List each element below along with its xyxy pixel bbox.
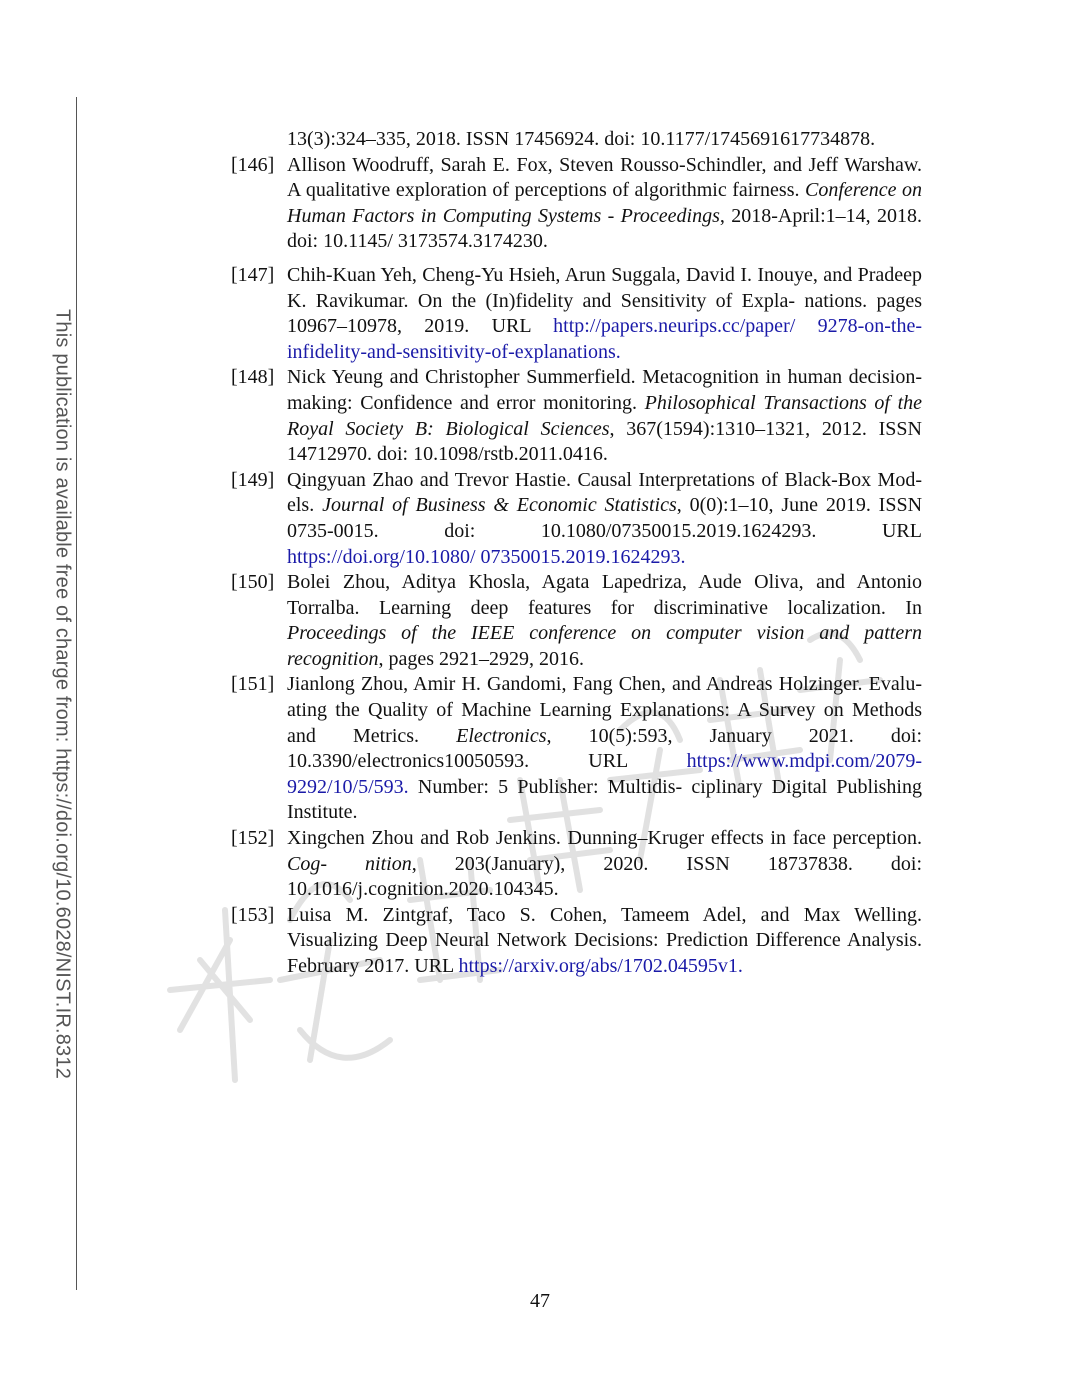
reference-text: Bolei Zhou, Aditya Khosla, Agata Lapedriza, Aude Oliva, and Antonio Torralba. Learning deep features for discriminative localization. In Proceedings of the IEEE conference on computer vision and pattern recognition, pages 2921–2929, 2016.	[287, 571, 922, 670]
reference-link[interactable]: https://arxiv.org/abs/1702.04595v1.	[458, 955, 743, 977]
venue-title: Proceedings of the IEEE conference on computer vision and pattern recognition	[287, 622, 922, 670]
reference-text: Xingchen Zhou and Rob Jenkins. Dunning–Kruger effects in face perception. Cog- nition, 203(January), 2020. ISSN 18737838. doi: 10.1016/j.cognition.2020.104345.	[287, 827, 923, 901]
reference-number: [151]	[231, 673, 275, 696]
reference-text: Chih-Kuan Yeh, Cheng-Yu Hsieh, Arun Suggala, David I. Inouye, and Pradeep K. Ravikumar. On the (In)fidelity and Sensitivity of Expla- nations. pages 10967–10978, 2019. URL http://papers.neurips.cc/paper/ 9278-on-the-infidelity-and-sensitivity-of-explanations.	[287, 263, 922, 363]
reference-continuation: 13(3):324–335, 2018. ISSN 17456924. doi: 10.1177/1745691617734878.	[287, 128, 876, 150]
venue-title: Cog- nition	[287, 852, 412, 875]
reference-item	[231, 153, 922, 255]
reference-text: Qingyuan Zhao and Trevor Hastie. Causal Interpretations of Black-Box Mod- els. Journal of Business & Economic Statistics, 0(0):1–10, June 2019. ISSN 0735-0015. doi: 10.1080/07350015.2019.1624293. URL https://doi.org/10.1080/ 07350015.2019.1624293.	[287, 468, 923, 568]
reference-list	[231, 127, 922, 980]
reference-item	[231, 826, 922, 903]
reference-item	[231, 468, 922, 570]
reference-number: [152]	[231, 827, 275, 850]
reference-link[interactable]: http://papers.neurips.cc/paper/ 9278-on-the-infidelity-and-sensitivity-of-explanations.	[287, 315, 922, 363]
reference-number: [150]	[231, 571, 275, 594]
reference-number: [146]	[231, 153, 275, 176]
reference-number: [148]	[231, 366, 275, 389]
reference-item	[231, 903, 922, 980]
page-number: 47	[530, 1290, 550, 1312]
venue-title: Electronics	[456, 724, 547, 747]
reference-item	[231, 672, 922, 826]
margin-rule	[76, 97, 77, 1290]
reference-number: [149]	[231, 468, 275, 491]
venue-title: Conference on Human Factors in Computing Systems - Proceedings	[287, 179, 922, 227]
reference-text: Allison Woodruff, Sarah E. Fox, Steven Rousso-Schindler, and Jeff Warshaw. A qualitative exploration of perceptions of algorithmic fairness. Conference on Human Factors in Computing Systems - Proceedings, 2018-April:1–14, 2018. doi: 10.1145/ 3173574.3174230.	[287, 153, 923, 253]
reference-text: Luisa M. Zintgraf, Taco S. Cohen, Tameem Adel, and Max Welling. Visualizing Deep Neural Network Decisions: Prediction Difference Analysis. February 2017. URL https://arxiv.org/abs/1702.04595v1.	[287, 903, 922, 977]
reference-item	[231, 365, 922, 467]
availability-note-text: This publication is available free of charge from: https://doi.org/10.6028/NIST.IR.8312	[51, 308, 74, 1080]
reference-number: [147]	[231, 263, 275, 286]
venue-title: Philosophical Transactions of the Royal Society B: Biological Sciences	[287, 391, 923, 440]
reference-item	[231, 263, 922, 365]
reference-link[interactable]: https://www.mdpi.com/2079-9292/10/5/593.	[287, 750, 922, 798]
reference-item	[231, 570, 922, 672]
reference-text: Jianlong Zhou, Amir H. Gandomi, Fang Chen, and Andreas Holzinger. Evalu- ating the Quality of Machine Learning Explanations: A Survey on Methods and Metrics. Electronics, 10(5):593, January 2021. doi: 10.3390/electronics10050593. URL https://www.mdpi.com/2079-9292/10/5/593. Number: 5 Publisher: Multidis- ciplinary Digital Publishing Institute.	[287, 673, 922, 824]
reference-text: Nick Yeung and Christopher Summerfield. Metacognition in human decision- making: Confidence and error monitoring. Philosophical Transactions of the Royal Society B: Biological Sciences, 367(1594):1310–1321, 2012. ISSN 14712970. doi: 10.1098/rstb.2011.0416.	[287, 366, 923, 466]
venue-title: Journal of Business & Economic Statistics	[322, 494, 677, 517]
reference-number: [153]	[231, 903, 275, 926]
reference-link[interactable]: https://doi.org/10.1080/ 07350015.2019.1624293.	[287, 545, 686, 568]
